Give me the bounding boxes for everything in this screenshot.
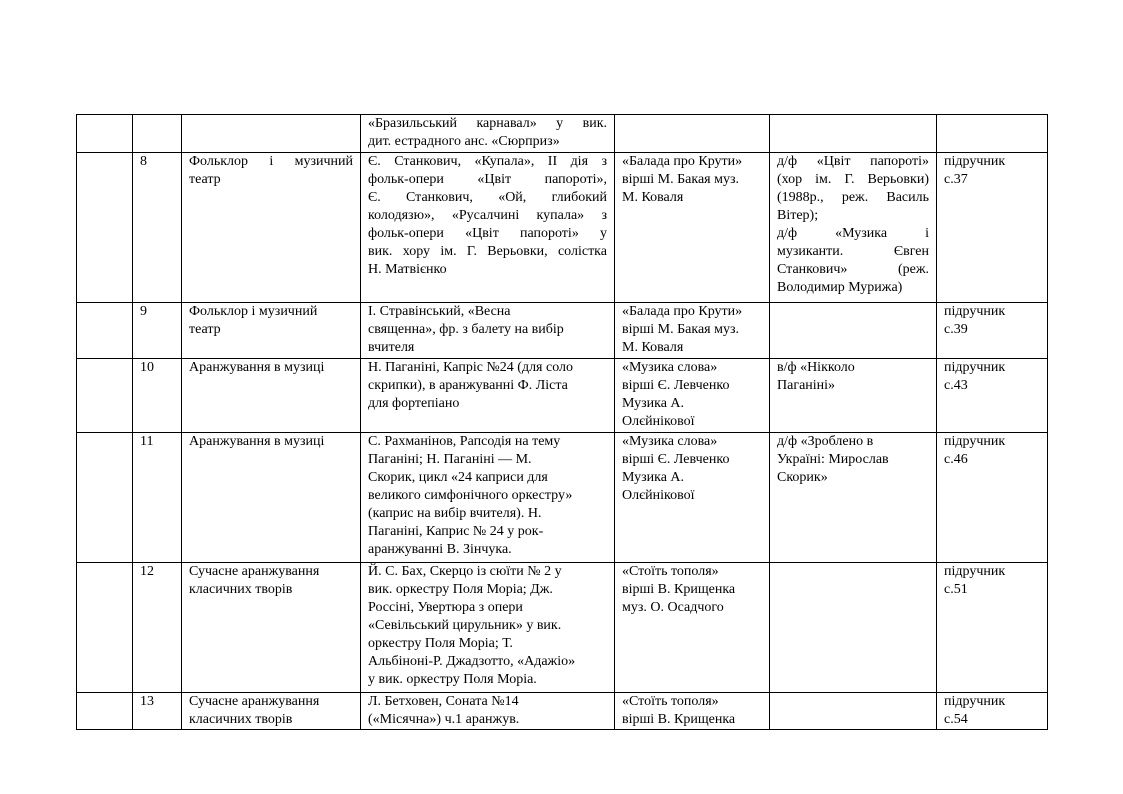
song-line: вірші В. Крищенка (622, 582, 736, 597)
film-line: Станкович» (реж. (777, 262, 929, 277)
song-line: М. Коваля (622, 190, 684, 205)
textbook-ref-cell (937, 153, 1048, 303)
music-works-line: священна», фр. з балету на вибір (368, 322, 564, 337)
film-line: (1988р., реж. Василь (777, 190, 929, 205)
song-cell (615, 563, 770, 693)
topic-cell (182, 115, 361, 153)
textbook-ref-line: підручник (944, 564, 1006, 579)
topic-line: Сучасне аранжування (189, 694, 320, 709)
textbook-ref-line: с.46 (944, 452, 968, 467)
topic-line: класичних творів (189, 712, 293, 727)
empty-cell (77, 153, 133, 303)
table-row (77, 693, 1048, 730)
table-row (77, 359, 1048, 433)
topic-line: театр (189, 322, 221, 337)
music-works-line: вик. оркестру Поля Моріа; Дж. (368, 582, 553, 597)
textbook-ref-cell (937, 115, 1048, 153)
film-line: д/ф «Зроблено в (777, 434, 874, 449)
topic-cell (182, 433, 361, 563)
music-works-line: Є. Станкович, «Ой, глибокий (368, 190, 607, 205)
song-cell (615, 153, 770, 303)
lesson-number: 8 (140, 154, 147, 169)
lesson-number: 11 (140, 434, 154, 449)
music-works-line: Паганіні; Н. Паганіні — М. (368, 452, 532, 467)
music-works-line: дит. естрадного анс. «Сюрприз» (368, 134, 560, 149)
empty-cell (77, 693, 133, 730)
song-line: «Музика слова» (622, 360, 718, 375)
topic-line: Сучасне аранжування (189, 564, 320, 579)
textbook-ref-cell (937, 693, 1048, 730)
music-works-line: Скорик, цикл «24 каприси для (368, 470, 548, 485)
music-works-line: Альбіноні-Р. Джадзотто, «Адажіо» (368, 654, 576, 669)
topic-line: Фольклор і музичний (189, 154, 353, 169)
lesson-number-cell (133, 115, 182, 153)
table-row (77, 563, 1048, 693)
music-works-line: аранжуванні В. Зінчука. (368, 542, 512, 557)
lesson-plan-table (76, 114, 1048, 730)
table-row (77, 153, 1048, 303)
topic-line: театр (189, 172, 221, 187)
music-works-line: Й. С. Бах, Скерцо із сюїти № 2 у (368, 564, 562, 579)
film-line: музиканти. Євген (777, 244, 929, 259)
film-cell (770, 359, 937, 433)
music-works-line: («Місячна») ч.1 аранжув. (368, 712, 520, 727)
song-line: «Балада про Крути» (622, 154, 743, 169)
lesson-number-cell (133, 359, 182, 433)
topic-line: Фольклор і музичний (189, 304, 318, 319)
song-cell (615, 433, 770, 563)
topic-cell (182, 303, 361, 359)
textbook-ref-cell (937, 433, 1048, 563)
music-works-cell (361, 359, 615, 433)
textbook-ref-line: підручник (944, 360, 1006, 375)
topic-line: Аранжування в музиці (189, 360, 325, 375)
song-line: вірші М. Бакая муз. (622, 322, 740, 337)
music-works-line: оркестру Поля Моріа; Т. (368, 636, 513, 651)
song-cell (615, 359, 770, 433)
music-works-line: вик. хору ім. Г. Верьовки, солістка (368, 244, 607, 259)
song-line: муз. О. Осадчого (622, 600, 724, 615)
textbook-ref-line: підручник (944, 304, 1006, 319)
music-works-line: Н. Паганіні, Капріс №24 (для соло (368, 360, 574, 375)
textbook-ref-cell (937, 359, 1048, 433)
music-works-line: скрипки), в аранжуванні Ф. Ліста (368, 378, 568, 393)
song-line: М. Коваля (622, 340, 684, 355)
song-line: Музика А. (622, 396, 685, 411)
song-cell (615, 303, 770, 359)
song-line: Олєйнікової (622, 488, 695, 503)
film-cell (770, 433, 937, 563)
lesson-number-cell (133, 153, 182, 303)
empty-cell (77, 359, 133, 433)
music-works-cell (361, 563, 615, 693)
textbook-ref-line: підручник (944, 694, 1006, 709)
lesson-number-cell (133, 693, 182, 730)
film-line: Вітер); (777, 208, 819, 223)
topic-line: класичних творів (189, 582, 293, 597)
song-line: «Балада про Крути» (622, 304, 743, 319)
song-line: «Музика слова» (622, 434, 718, 449)
music-works-line: Паганіні, Каприс № 24 у рок- (368, 524, 544, 539)
table-row (77, 303, 1048, 359)
song-cell (615, 115, 770, 153)
textbook-ref-cell (937, 303, 1048, 359)
music-works-line: «Севільський цирульник» у вик. (368, 618, 562, 633)
music-works-line: колодязю», «Русалчині купала» з (368, 208, 607, 223)
music-works-line: І. Стравінський, «Весна (368, 304, 511, 319)
music-works-line: Россіні, Увертюра з опери (368, 600, 523, 615)
music-works-line: для фортепіано (368, 396, 460, 411)
empty-cell (77, 433, 133, 563)
film-cell (770, 115, 937, 153)
music-works-line: фольк-опери «Цвіт папороті», (368, 172, 607, 187)
music-works-cell (361, 153, 615, 303)
song-line: «Стоїть тополя» (622, 694, 719, 709)
film-line: Паганіні» (777, 378, 836, 393)
table-body (77, 115, 1048, 730)
music-works-cell (361, 433, 615, 563)
empty-cell (77, 115, 133, 153)
film-line: д/ф «Цвіт папороті» (777, 154, 929, 169)
lesson-number: 10 (140, 360, 154, 375)
music-works-line: фольк-опери «Цвіт папороті» у (368, 226, 607, 241)
textbook-ref-line: підручник (944, 154, 1006, 169)
song-line: «Стоїть тополя» (622, 564, 719, 579)
textbook-ref-line: с.43 (944, 378, 968, 393)
topic-cell (182, 693, 361, 730)
film-line: Скорик» (777, 470, 828, 485)
table-row (77, 433, 1048, 563)
textbook-ref-line: с.37 (944, 172, 968, 187)
textbook-ref-line: с.39 (944, 322, 968, 337)
film-line: Володимир Мурижа) (777, 280, 903, 295)
song-line: вірші Є. Левченко (622, 452, 730, 467)
music-works-cell (361, 693, 615, 730)
film-cell (770, 303, 937, 359)
music-works-line: Л. Бетховен, Соната №14 (368, 694, 519, 709)
topic-cell (182, 153, 361, 303)
empty-cell (77, 563, 133, 693)
song-cell (615, 693, 770, 730)
music-works-line: (каприс на вибір вчителя). Н. (368, 506, 542, 521)
music-works-line: «Бразильський карнавал» у вик. (368, 116, 607, 131)
film-cell (770, 563, 937, 693)
topic-cell (182, 359, 361, 433)
topic-line: Аранжування в музиці (189, 434, 325, 449)
music-works-line: С. Рахманінов, Рапсодія на тему (368, 434, 561, 449)
film-line: (хор ім. Г. Верьовки) (777, 172, 929, 187)
song-line: вірші В. Крищенка (622, 712, 736, 727)
music-works-line: у вик. оркестру Поля Моріа. (368, 672, 537, 687)
textbook-ref-cell (937, 563, 1048, 693)
music-works-line: Н. Матвієнко (368, 262, 447, 277)
lesson-number: 12 (140, 564, 154, 579)
film-cell (770, 693, 937, 730)
music-works-cell (361, 303, 615, 359)
empty-cell (77, 303, 133, 359)
lesson-number: 9 (140, 304, 147, 319)
music-works-line: вчителя (368, 340, 415, 355)
song-line: вірші Є. Левченко (622, 378, 730, 393)
topic-cell (182, 563, 361, 693)
lesson-number-cell (133, 433, 182, 563)
song-line: Музика А. (622, 470, 685, 485)
table-row (77, 115, 1048, 153)
textbook-ref-line: с.54 (944, 712, 968, 727)
film-line: в/ф «Нікколо (777, 360, 855, 375)
music-works-cell (361, 115, 615, 153)
film-line: д/ф «Музика і (777, 226, 929, 241)
textbook-ref-line: с.51 (944, 582, 968, 597)
music-works-line: великого симфонічного оркестру» (368, 488, 573, 503)
lesson-number-cell (133, 563, 182, 693)
song-line: Олєйнікової (622, 414, 695, 429)
film-line: Україні: Мирослав (777, 452, 889, 467)
lesson-number: 13 (140, 694, 154, 709)
film-cell (770, 153, 937, 303)
textbook-ref-line: підручник (944, 434, 1006, 449)
music-works-line: Є. Станкович, «Купала», ІІ дія з (368, 154, 607, 169)
lesson-number-cell (133, 303, 182, 359)
song-line: вірші М. Бакая муз. (622, 172, 740, 187)
